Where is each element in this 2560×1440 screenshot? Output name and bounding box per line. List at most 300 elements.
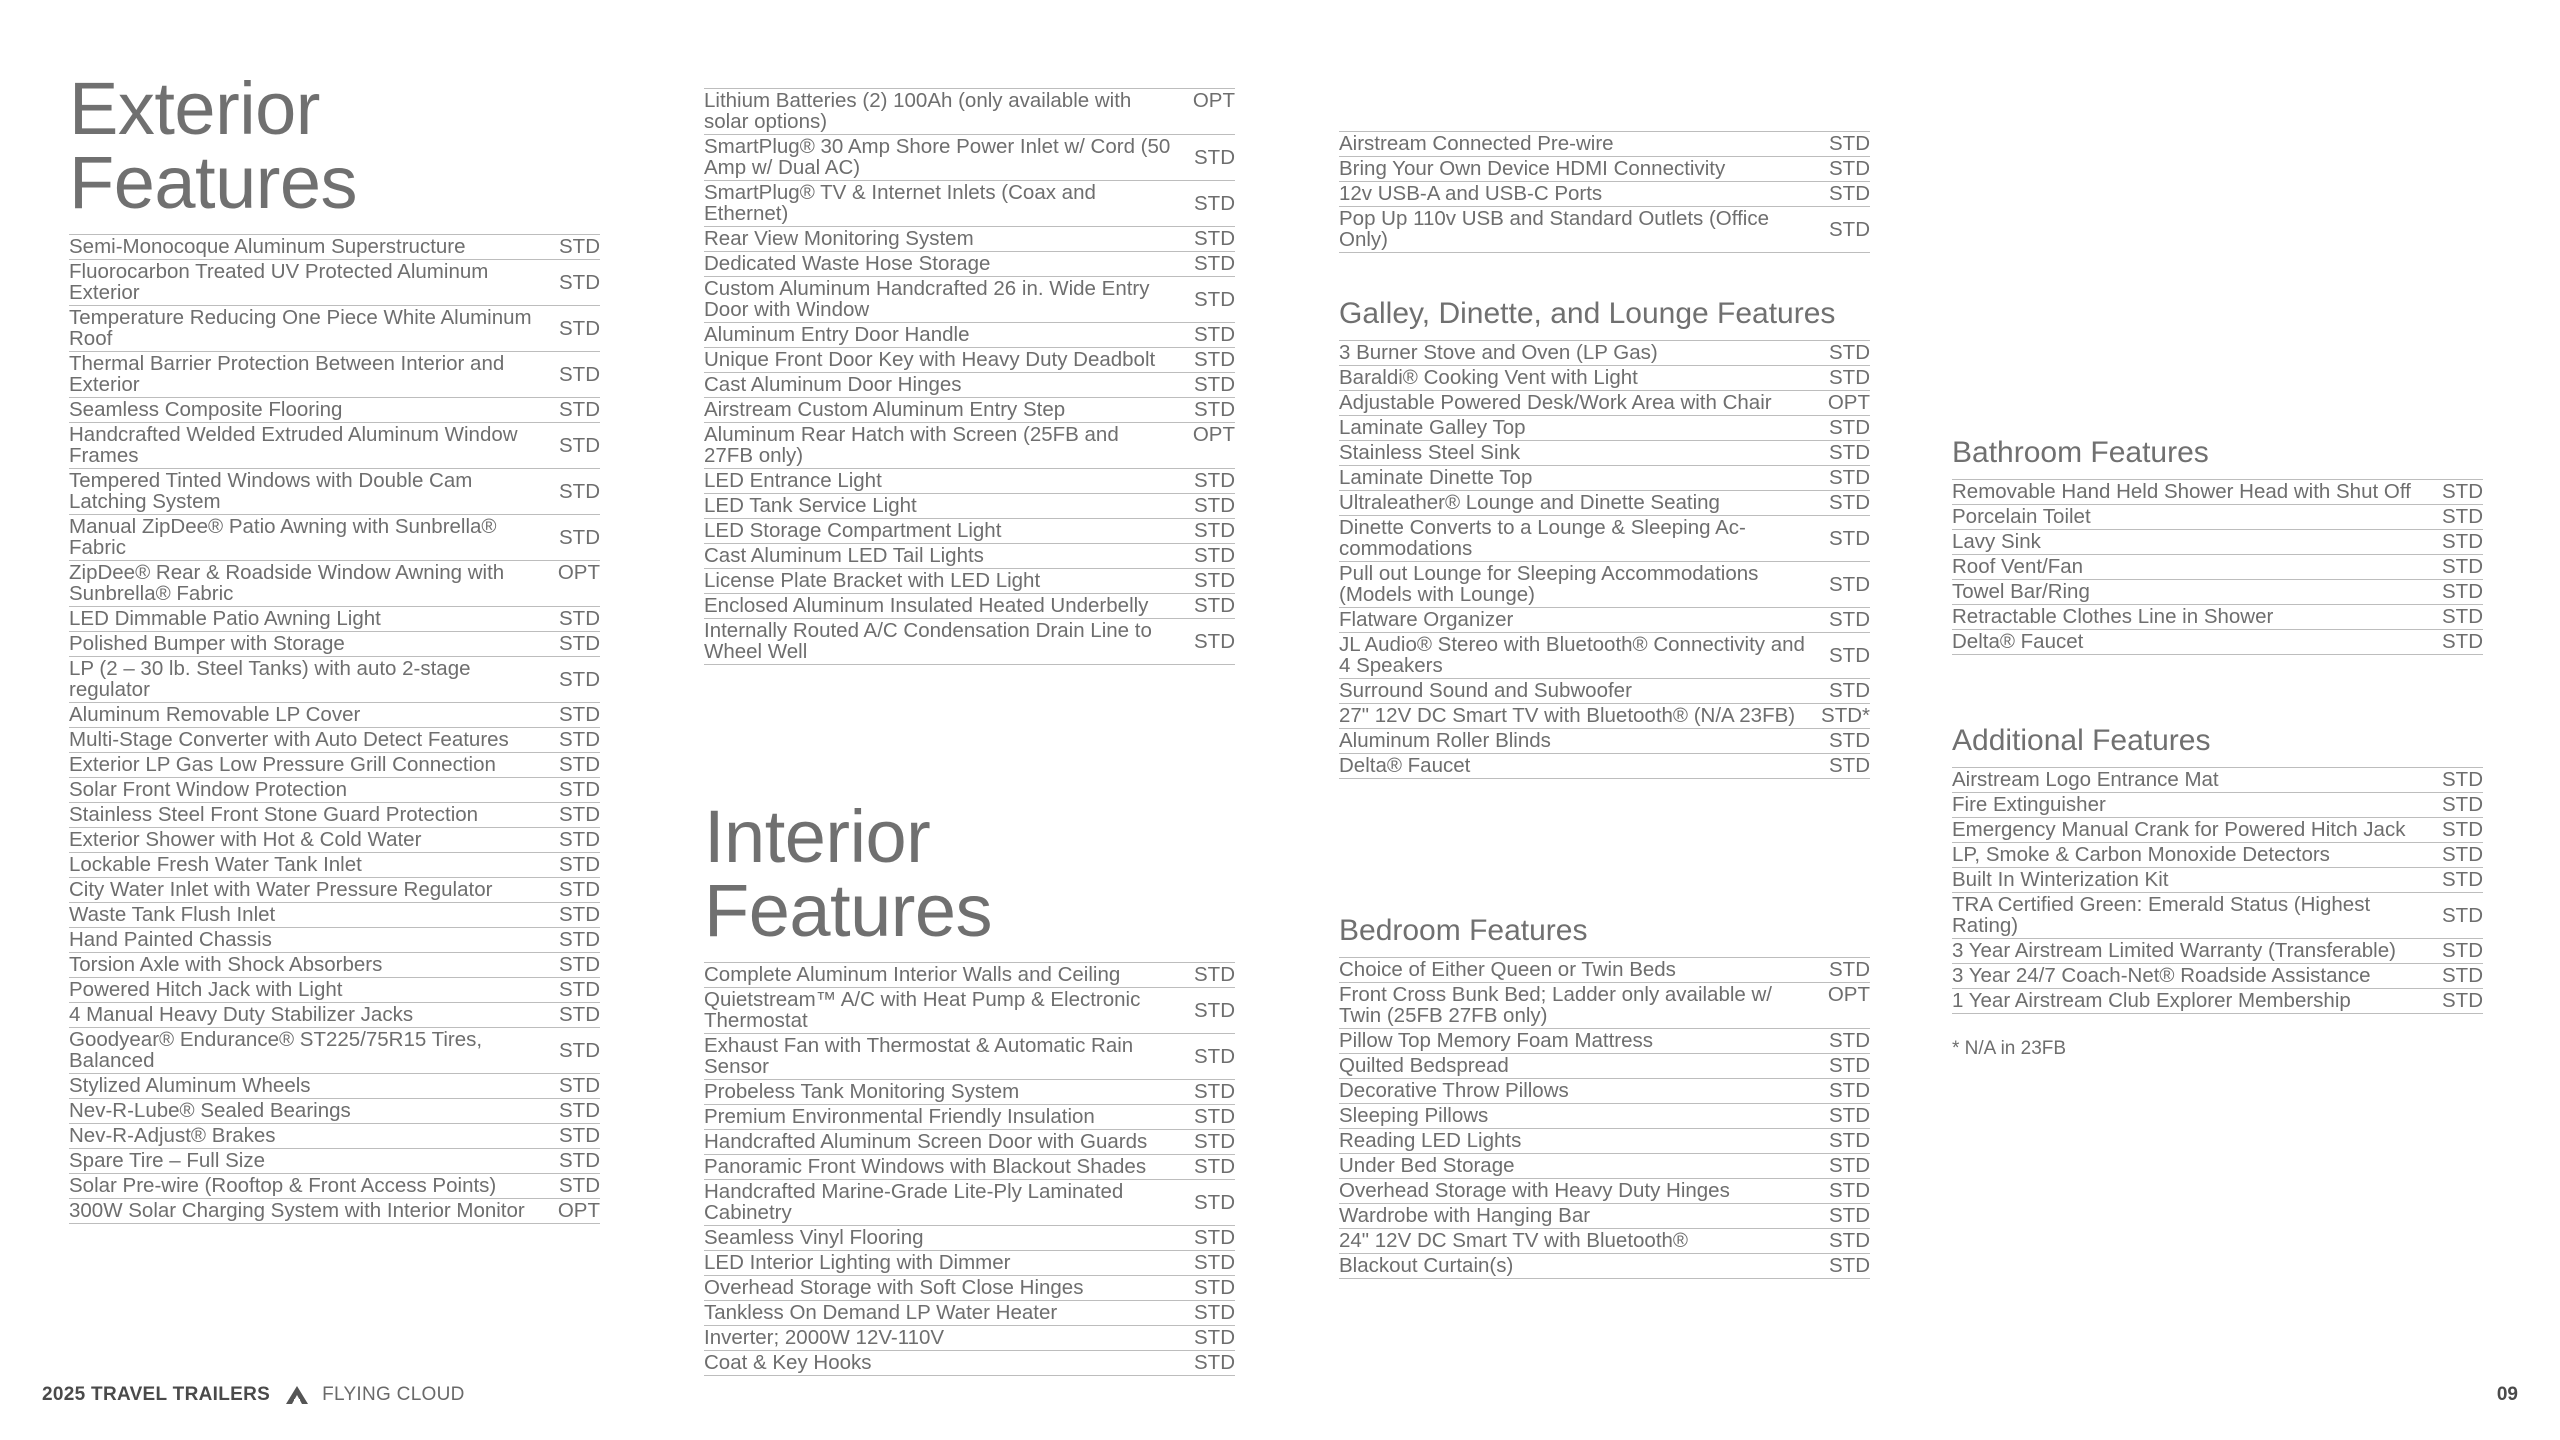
feature-name: Quilted Bedspread (1339, 1054, 1509, 1077)
page-number: 09 (2496, 1384, 2518, 1405)
feature-availability: STD (1194, 494, 1235, 517)
feature-row (1952, 580, 2483, 605)
feature-row (69, 469, 600, 515)
feature-row (704, 323, 1235, 348)
feature-row (1339, 516, 1870, 562)
feature-row (704, 1301, 1235, 1326)
feature-name: Exterior Shower with Hot & Cold Water (69, 828, 422, 851)
feature-name: Airstream Custom Aluminum Entry Step (704, 398, 1066, 421)
feature-name: Internally Routed A/C Condensation Drain Line to Wheel Well (704, 619, 1152, 663)
feature-availability: OPT (1827, 391, 1870, 414)
feature-row (69, 928, 600, 953)
feature-name: 12v USB-A and USB-C Ports (1339, 182, 1603, 205)
bedroom-list (1339, 957, 1870, 1279)
feature-name: Aluminum Entry Door Handle (704, 323, 970, 346)
feature-row (704, 89, 1235, 135)
feature-row (1339, 132, 1870, 157)
feature-availability: STD (1194, 1276, 1235, 1299)
feature-row (1339, 562, 1870, 608)
feature-availability: STD (1194, 348, 1235, 371)
feature-row (704, 494, 1235, 519)
feature-row (1339, 1029, 1870, 1054)
feature-name: Pull out Lounge for Sleeping Accommodations (Models with Lounge) (1339, 562, 1759, 606)
feature-availability: STD (2442, 868, 2483, 891)
feature-row (1952, 605, 2483, 630)
feature-row (69, 260, 600, 306)
feature-availability: STD (2442, 530, 2483, 553)
feature-availability: STD (1194, 1080, 1235, 1103)
feature-row (69, 1124, 600, 1149)
feature-row (1339, 416, 1870, 441)
feature-row (1952, 818, 2483, 843)
feature-availability: STD (1194, 963, 1235, 986)
feature-name: Handcrafted Marine-Grade Lite-Ply Laminated Cabinetry (704, 1180, 1124, 1224)
feature-name: LED Dimmable Patio Awning Light (69, 607, 381, 630)
feature-row (704, 398, 1235, 423)
feature-availability: STD (559, 1174, 600, 1197)
feature-name: Stainless Steel Front Stone Guard Protection (69, 803, 479, 826)
feature-row (69, 703, 600, 728)
footer-model: FLYING CLOUD (322, 1384, 465, 1405)
feature-availability: STD (1829, 182, 1870, 205)
bedroom-title: Bedroom Features (1339, 914, 1588, 947)
feature-availability: STD (1194, 519, 1235, 542)
feature-name: 3 Year Airstream Limited Warranty (Transferable) (1952, 939, 2396, 962)
feature-name: Reading LED Lights (1339, 1129, 1522, 1152)
exterior-list (69, 234, 600, 1224)
feature-name: Aluminum Rear Hatch with Screen (25FB and 27FB only) (704, 423, 1119, 467)
feature-availability: STD (1829, 1029, 1870, 1052)
feature-name: Handcrafted Welded Extruded Aluminum Window Frames (69, 423, 518, 467)
feature-row (1339, 491, 1870, 516)
feature-availability: STD (2442, 939, 2483, 962)
feature-row (69, 978, 600, 1003)
feature-name: Unique Front Door Key with Heavy Duty Deadbolt (704, 348, 1156, 371)
feature-row (69, 1099, 600, 1124)
feature-name: Coat & Key Hooks (704, 1351, 872, 1374)
feature-name: Bring Your Own Device HDMI Connectivity (1339, 157, 1726, 180)
feature-availability: STD (559, 433, 600, 457)
feature-row (1952, 989, 2483, 1014)
feature-name: Stainless Steel Sink (1339, 441, 1521, 464)
feature-row (704, 1276, 1235, 1301)
feature-name: Enclosed Aluminum Insulated Heated Underbelly (704, 594, 1149, 617)
feature-availability: STD (559, 479, 600, 503)
feature-availability: STD (1829, 1104, 1870, 1127)
feature-availability: STD (2442, 818, 2483, 841)
feature-availability: STD (559, 525, 600, 549)
exterior-title: Exterior Features (69, 67, 358, 224)
feature-name: Lockable Fresh Water Tank Inlet (69, 853, 362, 876)
feature-availability: STD (1194, 287, 1235, 311)
feature-row (1952, 555, 2483, 580)
feature-availability: STD (1194, 252, 1235, 275)
feature-name: Cast Aluminum LED Tail Lights (704, 544, 984, 567)
feature-name: Flatware Organizer (1339, 608, 1514, 631)
feature-name: Wardrobe with Hanging Bar (1339, 1204, 1591, 1227)
feature-name: Solar Front Window Protection (69, 778, 348, 801)
feature-name: Thermal Barrier Protection Between Interior and Exterior (69, 352, 505, 396)
feature-row (704, 135, 1235, 181)
feature-availability: STD (2442, 903, 2483, 927)
feature-name: Stylized Aluminum Wheels (69, 1074, 311, 1097)
feature-row (1339, 1154, 1870, 1179)
feature-availability: STD (2442, 989, 2483, 1012)
feature-row (704, 1351, 1235, 1376)
feature-row (704, 544, 1235, 569)
feature-name: Aluminum Removable LP Cover (69, 703, 361, 726)
feature-name: Under Bed Storage (1339, 1154, 1515, 1177)
feature-name: JL Audio® Stereo with Bluetooth® Connectivity and 4 Speakers (1339, 633, 1805, 677)
feature-row (1952, 530, 2483, 555)
feature-name: Roof Vent/Fan (1952, 555, 2084, 578)
feature-row (1339, 1229, 1870, 1254)
feature-name: Removable Hand Held Shower Head with Shut Off (1952, 480, 2411, 503)
feature-row (1339, 704, 1870, 729)
feature-availability: STD (1194, 629, 1235, 653)
feature-availability: STD (559, 853, 600, 876)
feature-row (1952, 964, 2483, 989)
feature-row (1952, 793, 2483, 818)
feature-name: Delta® Faucet (1339, 754, 1471, 777)
feature-availability: STD (559, 362, 600, 386)
feature-name: Porcelain Toilet (1952, 505, 2091, 528)
feature-availability: STD (1829, 1204, 1870, 1227)
feature-availability: STD (1194, 594, 1235, 617)
feature-availability: STD (1829, 1254, 1870, 1277)
feature-availability: STD (1194, 1351, 1235, 1374)
feature-name: License Plate Bracket with LED Light (704, 569, 1041, 592)
feature-row (1952, 893, 2483, 939)
feature-row (1339, 1254, 1870, 1279)
feature-availability: STD (1829, 643, 1870, 667)
feature-row (704, 988, 1235, 1034)
feature-availability: STD (1194, 544, 1235, 567)
feature-row (1339, 391, 1870, 416)
feature-row (1339, 754, 1870, 779)
feature-availability: OPT (557, 1199, 600, 1222)
feature-name: Torsion Axle with Shock Absorbers (69, 953, 383, 976)
feature-name: Lavy Sink (1952, 530, 2041, 553)
feature-row (704, 181, 1235, 227)
feature-availability: STD (559, 703, 600, 726)
feature-name: 1 Year Airstream Club Explorer Membership (1952, 989, 2351, 1012)
feature-name: ZipDee® Rear & Roadside Window Awning with Sunbrella® Fabric (69, 561, 505, 605)
feature-name: Overhead Storage with Soft Close Hinges (704, 1276, 1084, 1299)
feature-row (69, 728, 600, 753)
feature-row (1339, 729, 1870, 754)
feature-row (69, 423, 600, 469)
feature-name: Manual ZipDee® Patio Awning with Sunbrella® Fabric (69, 515, 497, 559)
feature-name: Laminate Galley Top (1339, 416, 1526, 439)
feature-row (69, 903, 600, 928)
feature-row (704, 1180, 1235, 1226)
feature-row (1339, 958, 1870, 983)
feature-availability: STD (1829, 416, 1870, 439)
feature-availability: OPT (1827, 983, 1870, 1006)
feature-availability: STD (559, 235, 600, 258)
feature-availability: STD (559, 1003, 600, 1026)
feature-row (704, 1080, 1235, 1105)
feature-name: Airstream Logo Entrance Mat (1952, 768, 2219, 791)
feature-name: Seamless Vinyl Flooring (704, 1226, 924, 1249)
feature-name: Fluorocarbon Treated UV Protected Aluminum Exterior (69, 260, 489, 304)
feature-row (69, 306, 600, 352)
feature-name: Laminate Dinette Top (1339, 466, 1533, 489)
feature-availability: STD (1194, 569, 1235, 592)
feature-name: Airstream Connected Pre-wire (1339, 132, 1614, 155)
feature-availability: STD (1829, 958, 1870, 981)
feature-row (704, 423, 1235, 469)
feature-name: Waste Tank Flush Inlet (69, 903, 276, 926)
feature-row (704, 569, 1235, 594)
feature-row (69, 352, 600, 398)
feature-availability: STD (559, 828, 600, 851)
feature-row (69, 853, 600, 878)
feature-availability: STD (559, 667, 600, 691)
feature-availability: STD (1829, 754, 1870, 777)
feature-availability: STD (2442, 605, 2483, 628)
feature-availability: STD (1194, 1130, 1235, 1153)
feature-row (1952, 480, 2483, 505)
feature-row (1339, 633, 1870, 679)
feature-name: 24" 12V DC Smart TV with Bluetooth® (1339, 1229, 1689, 1252)
exterior-continued-list (704, 88, 1235, 665)
feature-name: Seamless Composite Flooring (69, 398, 343, 421)
feature-name: LED Entrance Light (704, 469, 882, 492)
exterior-continued-section (704, 88, 1235, 665)
feature-name: 4 Manual Heavy Duty Stabilizer Jacks (69, 1003, 414, 1026)
feature-availability: STD (1194, 469, 1235, 492)
feature-row (704, 1326, 1235, 1351)
feature-name: 27" 12V DC Smart TV with Bluetooth® (N/A 23FB) (1339, 704, 1796, 727)
feature-row (69, 1074, 600, 1099)
feature-availability: STD (1829, 608, 1870, 631)
feature-row (704, 963, 1235, 988)
feature-name: Quietstream™ A/C with Heat Pump & Electronic Thermostat (704, 988, 1141, 1032)
feature-name: Exhaust Fan with Thermostat & Automatic Rain Sensor (704, 1034, 1134, 1078)
footer-brand: 2025 TRAVEL TRAILERS (42, 1384, 271, 1405)
feature-row (704, 1105, 1235, 1130)
feature-availability: STD (559, 607, 600, 630)
feature-row (69, 1199, 600, 1224)
feature-name: SmartPlug® TV & Internet Inlets (Coax and Ethernet) (704, 181, 1096, 225)
feature-name: Rear View Monitoring System (704, 227, 974, 250)
feature-name: Nev-R-Adjust® Brakes (69, 1124, 276, 1147)
feature-availability: STD (1194, 1044, 1235, 1068)
feature-row (1339, 983, 1870, 1029)
feature-name: Goodyear® Endurance® ST225/75R15 Tires, Balanced (69, 1028, 483, 1072)
interior-title: Interior Features (704, 795, 993, 952)
feature-row (1952, 768, 2483, 793)
feature-availability: STD (559, 803, 600, 826)
feature-row (1339, 1179, 1870, 1204)
feature-availability: STD (1194, 398, 1235, 421)
feature-name: TRA Certified Green: Emerald Status (Highest Rating) (1952, 893, 2371, 937)
feature-name: Pillow Top Memory Foam Mattress (1339, 1029, 1654, 1052)
interior-list (704, 962, 1235, 1376)
feature-availability: OPT (1192, 89, 1235, 112)
feature-row (1339, 341, 1870, 366)
feature-row (1952, 868, 2483, 893)
feature-name: 300W Solar Charging System with Interior Monitor (69, 1199, 525, 1222)
feature-availability: STD (1829, 572, 1870, 596)
bedroom-section (1339, 914, 1870, 1279)
feature-availability: STD (559, 1149, 600, 1172)
feature-availability: STD (1829, 491, 1870, 514)
galley-list (1339, 340, 1870, 779)
feature-row (69, 561, 600, 607)
feature-availability: STD (1194, 1155, 1235, 1178)
feature-name: Solar Pre-wire (Rooftop & Front Access Points) (69, 1174, 497, 1197)
feature-row (69, 878, 600, 903)
feature-row (704, 1226, 1235, 1251)
feature-row (69, 515, 600, 561)
feature-name: Towel Bar/Ring (1952, 580, 2090, 603)
feature-availability: STD (1194, 1105, 1235, 1128)
feature-row (69, 953, 600, 978)
feature-availability: STD (1829, 1054, 1870, 1077)
feature-row (1339, 157, 1870, 182)
feature-availability: STD (1829, 217, 1870, 241)
feature-availability: STD (1194, 145, 1235, 169)
feature-availability: STD (559, 978, 600, 1001)
feature-availability: STD (559, 1124, 600, 1147)
feature-availability: STD (2442, 843, 2483, 866)
feature-availability: STD (559, 1074, 600, 1097)
feature-availability: STD (1829, 1154, 1870, 1177)
feature-name: Custom Aluminum Handcrafted 26 in. Wide Entry Door with Window (704, 277, 1150, 321)
feature-availability: STD (1194, 227, 1235, 250)
feature-name: Overhead Storage with Heavy Duty Hinges (1339, 1179, 1730, 1202)
additional-section (1952, 724, 2483, 1060)
feature-row (1339, 1079, 1870, 1104)
feature-name: Sleeping Pillows (1339, 1104, 1489, 1127)
feature-name: Ultraleather® Lounge and Dinette Seating (1339, 491, 1720, 514)
additional-list (1952, 767, 2483, 1014)
feature-name: Built In Winterization Kit (1952, 868, 2169, 891)
feature-availability: STD (559, 1038, 600, 1062)
feature-availability: STD (559, 778, 600, 801)
feature-row (1339, 366, 1870, 391)
feature-availability: STD (559, 928, 600, 951)
feature-availability: STD (1829, 132, 1870, 155)
feature-row (69, 828, 600, 853)
feature-row (69, 632, 600, 657)
feature-availability: OPT (1192, 423, 1235, 446)
feature-name: LED Tank Service Light (704, 494, 917, 517)
feature-name: Baraldi® Cooking Vent with Light (1339, 366, 1638, 389)
feature-name: Aluminum Roller Blinds (1339, 729, 1551, 752)
feature-availability: STD (2442, 505, 2483, 528)
feature-availability: STD (2442, 768, 2483, 791)
footer (42, 1384, 465, 1406)
feature-row (69, 235, 600, 260)
feature-availability: STD (2442, 480, 2483, 503)
feature-availability: STD (2442, 580, 2483, 603)
feature-name: Hand Painted Chassis (69, 928, 272, 951)
feature-availability: STD (559, 632, 600, 655)
feature-name: Surround Sound and Subwoofer (1339, 679, 1632, 702)
feature-name: LED Storage Compartment Light (704, 519, 1002, 542)
feature-availability: STD (559, 1099, 600, 1122)
feature-availability: STD (1829, 1179, 1870, 1202)
feature-name: Retractable Clothes Line in Shower (1952, 605, 2274, 628)
additional-title: Additional Features (1952, 724, 2211, 757)
feature-name: Dedicated Waste Hose Storage (704, 252, 991, 275)
feature-row (1339, 679, 1870, 704)
feature-availability: STD (1829, 157, 1870, 180)
feature-name: Exterior LP Gas Low Pressure Grill Connection (69, 753, 496, 776)
feature-row (1339, 466, 1870, 491)
feature-row (1339, 1204, 1870, 1229)
feature-name: Spare Tire – Full Size (69, 1149, 265, 1172)
feature-row (704, 277, 1235, 323)
feature-availability: STD (1829, 729, 1870, 752)
feature-row (69, 1149, 600, 1174)
feature-row (704, 348, 1235, 373)
feature-availability: STD (2442, 964, 2483, 987)
feature-name: Cast Aluminum Door Hinges (704, 373, 962, 396)
bathroom-title: Bathroom Features (1952, 436, 2209, 469)
feature-availability: STD (559, 270, 600, 294)
feature-availability: STD (1829, 526, 1870, 550)
feature-availability: STD (1829, 1129, 1870, 1152)
feature-name: Pop Up 110v USB and Standard Outlets (Office Only) (1339, 207, 1769, 251)
feature-name: Adjustable Powered Desk/Work Area with Chair (1339, 391, 1772, 414)
feature-availability: STD (1829, 466, 1870, 489)
feature-availability: STD (1829, 679, 1870, 702)
feature-name: 3 Burner Stove and Oven (LP Gas) (1339, 341, 1658, 364)
feature-name: Emergency Manual Crank for Powered Hitch Jack (1952, 818, 2406, 841)
interior-continued-list (1339, 131, 1870, 253)
feature-availability: STD (1194, 1251, 1235, 1274)
feature-availability: STD (559, 316, 600, 340)
feature-name: Handcrafted Aluminum Screen Door with Guards (704, 1130, 1148, 1153)
feature-name: Temperature Reducing One Piece White Aluminum Roof (69, 306, 532, 350)
feature-availability: STD (559, 953, 600, 976)
feature-row (69, 657, 600, 703)
feature-availability: STD (559, 878, 600, 901)
feature-row (704, 1155, 1235, 1180)
feature-name: Multi-Stage Converter with Auto Detect Features (69, 728, 509, 751)
feature-availability: STD (1194, 191, 1235, 215)
feature-availability: STD (1829, 1229, 1870, 1252)
feature-availability: STD* (1821, 704, 1870, 727)
feature-row (704, 373, 1235, 398)
feature-availability: STD (2442, 555, 2483, 578)
feature-row (704, 1130, 1235, 1155)
feature-availability: STD (1829, 341, 1870, 364)
feature-row (69, 753, 600, 778)
feature-name: Probeless Tank Monitoring System (704, 1080, 1020, 1103)
feature-name: Complete Aluminum Interior Walls and Ceiling (704, 963, 1121, 986)
feature-name: Premium Environmental Friendly Insulation (704, 1105, 1095, 1128)
airstream-a-logo-icon (284, 1385, 310, 1405)
feature-availability: STD (559, 753, 600, 776)
feature-row (704, 519, 1235, 544)
feature-name: LP, Smoke & Carbon Monoxide Detectors (1952, 843, 2330, 866)
feature-row (1952, 630, 2483, 655)
feature-row (1339, 608, 1870, 633)
feature-name: Blackout Curtain(s) (1339, 1254, 1514, 1277)
feature-availability: STD (559, 728, 600, 751)
feature-availability: STD (1194, 1190, 1235, 1214)
feature-availability: STD (2442, 630, 2483, 653)
feature-row (704, 469, 1235, 494)
feature-availability: STD (559, 903, 600, 926)
galley-section (1339, 297, 1870, 779)
